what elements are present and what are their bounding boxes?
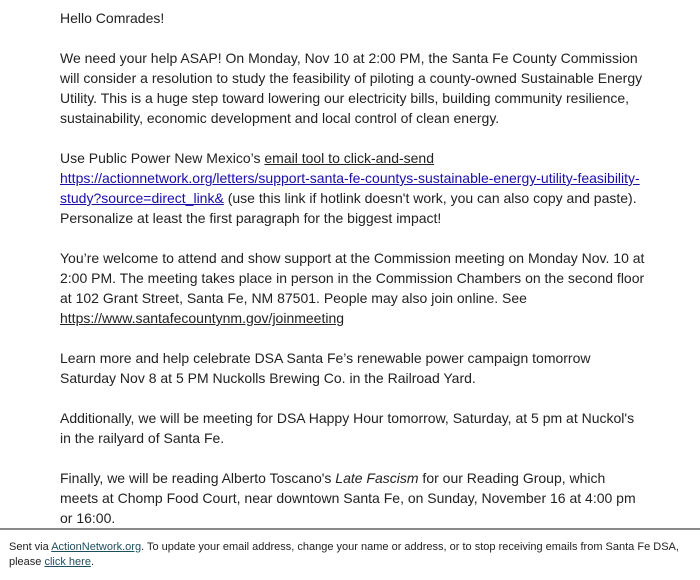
- actionnetwork-link[interactable]: ActionNetwork.org: [51, 541, 142, 553]
- meeting-text: You’re welcome to attend and show support at the Commission meeting on Monday Nov. 10 at 2:00 PM. The meeting takes place in person in the Commission Chambers on the second floor at 102 Grant Street, Santa Fe, NM 87501. People may also join online. See: [60, 250, 645, 306]
- paragraph-request: We need your help ASAP! On Monday, Nov 10 at 2:00 PM, the Santa Fe County Commission will consider a resolution to study the feasibility of piloting a county-owned Sustainable Energy Utility. This is a huge step toward lowering our electricity bills, building community resilience, sustainability, economic development and local control of clean energy.: [60, 50, 643, 126]
- paragraph-celebration: Learn more and help celebrate DSA Santa Fe’s renewable power campaign tomorrow Saturday Nov 8 at 5 PM Nuckolls Brewing Co. in the Railroad Yard.: [60, 350, 591, 386]
- reading-text-a: Finally, we will be reading Alberto Toscano's: [60, 470, 336, 486]
- email-tool-rest: (use this link if hotlink doesn't work, you can also copy and paste). Personalize at least the first paragraph for the biggest impact!: [60, 190, 637, 226]
- footer-end: .: [90, 556, 95, 568]
- paragraph-happy-hour: Additionally, we will be meeting for DSA Happy Hour tomorrow, Saturday, at 5 pm at Nuckol's in the railyard of Santa Fe.: [60, 410, 635, 446]
- footer-divider: [0, 528, 700, 530]
- email-body: [60, 8, 646, 548]
- book-title: Late Fascism: [335, 470, 419, 486]
- paragraph-email-tool: [60, 148, 646, 228]
- unsubscribe-link[interactable]: click here: [44, 556, 91, 568]
- footer: [9, 540, 699, 570]
- paragraph-reading-group: [60, 468, 646, 528]
- email-tool-intro: Use Public Power New Mexico’s: [60, 150, 265, 166]
- reading-text-b: for our Reading Group, which meets at Chomp Food Court, near downtown Santa Fe, on Sunday, November 16 at 4:00 pm or 16:00.: [60, 470, 636, 526]
- greeting: Hello Comrades!: [60, 10, 165, 26]
- join-meeting-link[interactable]: https://www.santafecountynm.gov/joinmeeting: [60, 310, 345, 326]
- paragraph-meeting: [60, 248, 646, 328]
- email-tool-link[interactable]: email tool to click-and-send: [264, 150, 435, 166]
- footer-text: . To update your email address, change your name or address, or to stop receiving emails from Santa Fe DSA, please: [9, 541, 679, 568]
- letter-url-link[interactable]: https://actionnetwork.org/letters/support-santa-fe-countys-sustainable-energy-utility-feasibility-study?source=direct_link&: [60, 170, 640, 206]
- footer-sent-via: Sent via: [9, 541, 52, 553]
